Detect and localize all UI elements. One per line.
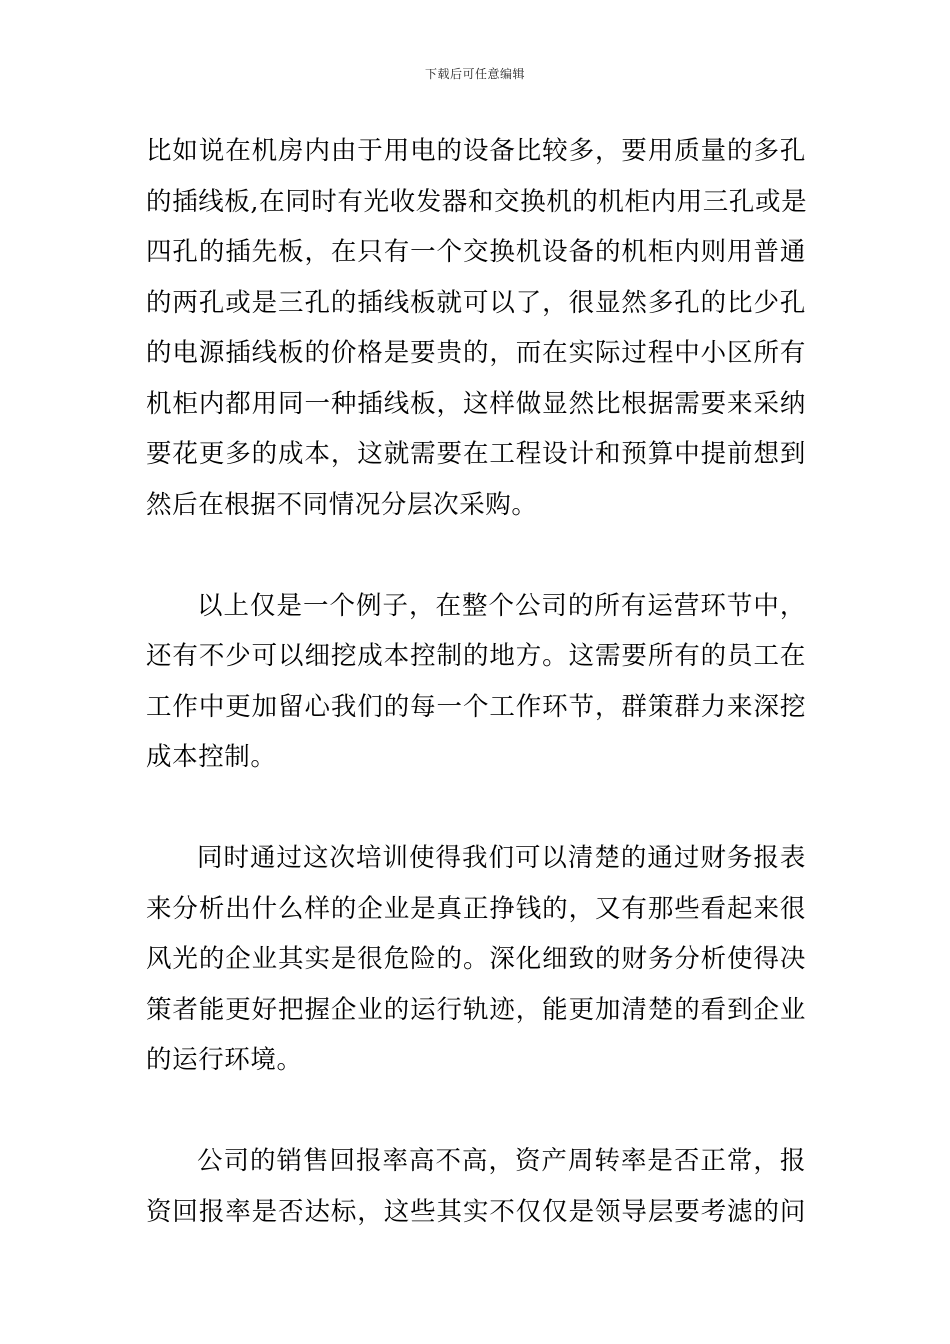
text-line: 然后在根据不同情况分层次采购。 bbox=[146, 489, 538, 520]
paragraph-gap bbox=[146, 783, 806, 834]
text-line: 策者能更好把握企业的运行轨迹，能更加清楚的看到企业 bbox=[146, 994, 806, 1025]
text-line: 的运行环境。 bbox=[146, 1045, 303, 1075]
text-line: 风光的企业其实是很危险的。深化细致的财务分析使得决 bbox=[146, 944, 806, 974]
text-line: 机柜内都用同一种插线板，这样做显然比根据需要来采纳 bbox=[146, 388, 806, 419]
header-note: 下载后可任意编辑 bbox=[424, 67, 525, 81]
text-line: 的电源插线板的价格是要贵的，而在实际过程中小区所有 bbox=[146, 338, 806, 368]
text-line: 资回报率是否达标，这些其实不仅仅是领导层要考滤的问 bbox=[146, 1196, 806, 1227]
text-line: 同时通过这次培训使得我们可以清楚的通过财务报表 bbox=[197, 843, 806, 873]
text-line: 以上仅是一个例子，在整个公司的所有运营环节中， bbox=[197, 590, 806, 621]
paragraph-2 bbox=[146, 581, 806, 783]
text-line: 还有不少可以细挖成本控制的地方。这需要所有的员工在 bbox=[146, 641, 806, 671]
paragraph-4 bbox=[146, 1136, 806, 1237]
text-line: 成本控制。 bbox=[146, 742, 277, 772]
paragraph-3 bbox=[146, 833, 806, 1086]
text-line: 要花更多的成本，这就需要在工程设计和预算中提前想到 bbox=[146, 439, 806, 469]
text-line: 的插线板,在同时有光收发器和交换机的机柜内用三孔或是 bbox=[146, 186, 808, 217]
paragraph-gap bbox=[146, 1086, 806, 1137]
paragraph-1 bbox=[146, 126, 806, 530]
text-line: 四孔的插先板，在只有一个交换机设备的机柜内则用普通 bbox=[146, 237, 806, 267]
text-line: 公司的销售回报率高不高，资产周转率是否正常，报 bbox=[197, 1146, 806, 1176]
text-line: 来分析出什么样的企业是真正挣钱的，又有那些看起来很 bbox=[146, 893, 806, 924]
text-line: 的两孔或是三孔的插线板就可以了，很显然多孔的比少孔 bbox=[146, 287, 806, 318]
text-line: 工作中更加留心我们的每一个工作环节，群策群力来深挖 bbox=[146, 691, 806, 722]
paragraph-gap bbox=[146, 530, 806, 581]
text-line: 比如说在机房内由于用电的设备比较多，要用质量的多孔 bbox=[146, 136, 806, 166]
body-text bbox=[146, 126, 806, 1237]
